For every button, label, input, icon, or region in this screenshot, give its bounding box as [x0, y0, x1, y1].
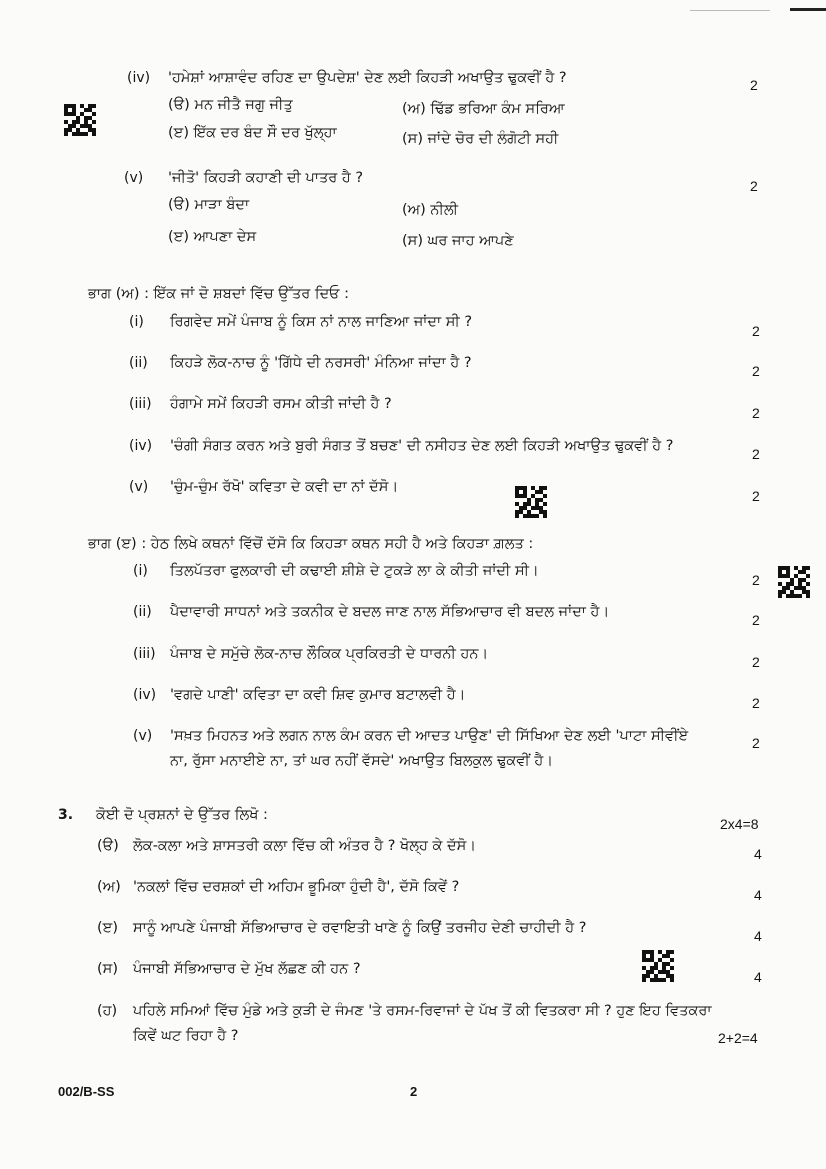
part-a-3-number: (iii)	[129, 396, 152, 412]
q2-iv-option-a: (ੳ) ਮਨ ਜੀਤੈ ਜਗੁ ਜੀਤੁ	[168, 97, 293, 113]
qr-code-left	[64, 104, 96, 136]
part-e-2-text: ਪੈਦਾਵਾਰੀ ਸਾਧਨਾਂ ਅਤੇ ਤਕਨੀਕ ਦੇ ਬਦਲ ਜਾਣ ਨਾਲ ਸੱਭਿਆਚਾਰ ਵੀ ਬਦਲ ਜਾਂਦਾ ਹੈ।	[170, 604, 610, 620]
q3-b-number: (ਅ)	[97, 879, 121, 895]
part-e-5-marks: 2	[752, 735, 760, 751]
part-e-5-text: 'ਸਖ਼ਤ ਮਿਹਨਤ ਅਤੇ ਲਗਨ ਨਾਲ ਕੰਮ ਕਰਨ ਦੀ ਆਦਤ ਪਾਉਣ' ਦੀ ਸਿੱਖਿਆ ਦੇਣ ਲਈ 'ਪਾਟਾ ਸੀਵੀਂਏ	[170, 728, 689, 744]
q3-b-marks: 4	[754, 887, 762, 903]
q3-b-text: 'ਨਕਲਾਂ ਵਿੱਚ ਦਰਸ਼ਕਾਂ ਦੀ ਅਹਿਮ ਭੂਮਿਕਾ ਹੁੰਦੀ ਹੈ', ਦੱਸੋ ਕਿਵੇਂ ?	[133, 879, 460, 895]
q3-c-number: (ੲ)	[97, 920, 118, 936]
part-a-3-marks: 2	[752, 405, 760, 421]
q2-iv-number: (iv)	[127, 70, 151, 86]
part-a-2-text: ਕਿਹੜੇ ਲੋਕ-ਨਾਚ ਨੂੰ 'ਗਿੱਧੇ ਦੀ ਨਰਸਰੀ' ਮੰਨਿਆ ਜਾਂਦਾ ਹੈ ?	[170, 355, 472, 371]
part-a-4-marks: 2	[752, 446, 760, 462]
scan-corner-mark	[790, 8, 826, 11]
part-e-4-marks: 2	[752, 695, 760, 711]
q2-iv-marks: 2	[750, 77, 758, 93]
q3-a-number: (ੳ)	[97, 838, 119, 854]
part-e-1-text: ਤਿਲਪੱਤਰਾ ਫੁਲਕਾਰੀ ਦੀ ਕਢਾਈ ਸ਼ੀਸ਼ੇ ਦੇ ਟੁਕੜੇ ਲਾ ਕੇ ਕੀਤੀ ਜਾਂਦੀ ਸੀ।	[170, 563, 539, 579]
part-e-heading: ਭਾਗ (ੲ) : ਹੇਠ ਲਿਖੇ ਕਥਨਾਂ ਵਿੱਚੋਂ ਦੱਸੋ ਕਿ ਕਿਹੜਾ ਕਥਨ ਸਹੀ ਹੈ ਅਤੇ ਕਿਹੜਾ ਗ਼ਲਤ :	[88, 536, 534, 552]
footer-paper-code: 002/B-SS	[58, 1084, 115, 1099]
q3-e-text: ਪਹਿਲੇ ਸਮਿਆਂ ਵਿੱਚ ਮੁੰਡੇ ਅਤੇ ਕੁੜੀ ਦੇ ਜੰਮਣ 'ਤੇ ਰਸਮ-ਰਿਵਾਜਾਂ ਦੇ ਪੱਖ ਤੋਂ ਕੀ ਵਿਤਕਰਾ ਸੀ ? ਹੁਣ ਇਹ ਵਿਤਕਰਾ	[133, 1003, 712, 1019]
q2-v-option-a: (ੳ) ਮਾੜਾ ਬੰਦਾ	[168, 197, 250, 213]
part-a-3-text: ਹੰਗਾਮੇ ਸਮੇਂ ਕਿਹੜੀ ਰਸਮ ਕੀਤੀ ਜਾਂਦੀ ਹੈ ?	[170, 396, 392, 412]
part-e-2-number: (ii)	[133, 604, 152, 620]
part-e-1-number: (i)	[133, 563, 148, 579]
qr-code-middle	[515, 486, 547, 518]
part-e-4-text: 'ਵਗਦੇ ਪਾਣੀ' ਕਵਿਤਾ ਦਾ ਕਵੀ ਸ਼ਿਵ ਕੁਮਾਰ ਬਟਾਲਵੀ ਹੈ।	[170, 687, 466, 703]
q3-total-marks: 2x4=8	[720, 816, 759, 832]
q2-v-question: 'ਜੀਤੋ' ਕਿਹੜੀ ਕਹਾਣੀ ਦੀ ਪਾਤਰ ਹੈ ?	[168, 170, 364, 186]
qr-code-bottom	[642, 950, 674, 982]
q2-v-option-b: (ਅ) ਨੀਲੀ	[402, 202, 458, 218]
q3-d-marks: 4	[754, 969, 762, 985]
q2-iv-option-c: (ੲ) ਇੱਕ ਦਰ ਬੰਦ ਸੌ ਦਰ ਖੁੱਲ੍ਹਾ	[168, 125, 337, 141]
q3-c-marks: 4	[754, 928, 762, 944]
q3-a-marks: 4	[754, 846, 762, 862]
part-a-5-number: (v)	[129, 479, 149, 495]
part-a-5-marks: 2	[752, 488, 760, 504]
part-a-4-number: (iv)	[129, 438, 153, 454]
q2-v-option-c: (ੲ) ਆਪਣਾ ਦੇਸ	[168, 229, 257, 245]
scan-top-line	[690, 10, 770, 11]
q3-e-marks: 2+2=4	[718, 1030, 758, 1046]
qr-code-right	[778, 566, 810, 598]
q3-e-text-line2: ਕਿਵੇਂ ਘਟ ਰਿਹਾ ਹੈ ?	[133, 1028, 239, 1044]
part-e-2-marks: 2	[752, 612, 760, 628]
part-e-5-text-line2: ਨਾ, ਰੁੱਸਾ ਮਨਾਈਏ ਨਾ, ਤਾਂ ਘਰ ਨਹੀਂ ਵੱਸਦੇ' ਅਖਾਉਤ ਬਿਲਕੁਲ ਢੁਕਵੀਂ ਹੈ।	[170, 753, 554, 769]
part-a-2-marks: 2	[752, 363, 760, 379]
part-e-4-number: (iv)	[133, 687, 157, 703]
q3-d-text: ਪੰਜਾਬੀ ਸੱਭਿਆਚਾਰ ਦੇ ਮੁੱਖ ਲੱਛਣ ਕੀ ਹਨ ?	[133, 961, 361, 977]
part-a-1-marks: 2	[752, 323, 760, 339]
q2-iv-question: 'ਹਮੇਸ਼ਾਂ ਆਸ਼ਾਵੰਦ ਰਹਿਣ ਦਾ ਉਪਦੇਸ਼' ਦੇਣ ਲਈ ਕਿਹੜੀ ਅਖਾਉਤ ਢੁਕਵੀਂ ਹੈ ?	[168, 70, 567, 86]
q3-a-text: ਲੋਕ-ਕਲਾ ਅਤੇ ਸ਼ਾਸਤਰੀ ਕਲਾ ਵਿੱਚ ਕੀ ਅੰਤਰ ਹੈ ? ਖੋਲ੍ਹ ਕੇ ਦੱਸੋ।	[133, 838, 477, 854]
part-e-3-marks: 2	[752, 654, 760, 670]
part-e-1-marks: 2	[752, 572, 760, 588]
q2-v-number: (v)	[124, 170, 144, 186]
part-a-1-number: (i)	[129, 314, 144, 330]
q2-v-option-d: (ਸ) ਘਰ ਜਾਹ ਆਪਣੇ	[402, 233, 514, 249]
part-a-4-text: 'ਚੰਗੀ ਸੰਗਤ ਕਰਨ ਅਤੇ ਬੁਰੀ ਸੰਗਤ ਤੋਂ ਬਚਣ' ਦੀ ਨਸੀਹਤ ਦੇਣ ਲਈ ਕਿਹੜੀ ਅਖਾਉਤ ਢੁਕਵੀਂ ਹੈ ?	[170, 438, 674, 454]
q3-number: 3.	[58, 807, 74, 823]
part-a-5-text: 'ਚੁੰਮ-ਚੁੰਮ ਰੱਖੋ' ਕਵਿਤਾ ਦੇ ਕਵੀ ਦਾ ਨਾਂ ਦੱਸੋ।	[170, 479, 399, 495]
part-a-2-number: (ii)	[129, 355, 148, 371]
footer-page-number: 2	[410, 1084, 418, 1099]
q2-iv-option-d: (ਸ) ਜਾਂਦੇ ਚੋਰ ਦੀ ਲੰਗੋਟੀ ਸਹੀ	[402, 131, 559, 147]
part-e-3-text: ਪੰਜਾਬ ਦੇ ਸਮੁੱਚੇ ਲੋਕ-ਨਾਚ ਲੌਕਿਕ ਪ੍ਰਕਿਰਤੀ ਦੇ ਧਾਰਨੀ ਹਨ।	[170, 646, 489, 662]
part-e-3-number: (iii)	[133, 646, 156, 662]
q3-d-number: (ਸ)	[97, 961, 118, 977]
part-a-1-text: ਰਿਗਵੇਦ ਸਮੇਂ ਪੰਜਾਬ ਨੂੰ ਕਿਸ ਨਾਂ ਨਾਲ ਜਾਣਿਆ ਜਾਂਦਾ ਸੀ ?	[170, 314, 473, 330]
q3-e-number: (ਹ)	[97, 1003, 118, 1019]
q3-c-text: ਸਾਨੂੰ ਆਪਣੇ ਪੰਜਾਬੀ ਸੱਭਿਆਚਾਰ ਦੇ ਰਵਾਇਤੀ ਖਾਣੇ ਨੂੰ ਕਿਉਂ ਤਰਜੀਹ ਦੇਣੀ ਚਾਹੀਦੀ ਹੈ ?	[133, 920, 587, 936]
part-e-5-number: (v)	[133, 728, 153, 744]
q2-iv-option-b: (ਅ) ਢਿੱਡ ਭਰਿਆ ਕੰਮ ਸਰਿਆ	[402, 101, 565, 117]
part-a-heading: ਭਾਗ (ਅ) : ਇੱਕ ਜਾਂ ਦੋ ਸ਼ਬਦਾਂ ਵਿੱਚ ਉੱਤਰ ਦਿਓ :	[88, 286, 350, 302]
q3-heading: ਕੋਈ ਦੋ ਪ੍ਰਸ਼ਨਾਂ ਦੇ ਉੱਤਰ ਲਿਖੋ :	[96, 807, 268, 823]
q2-v-marks: 2	[750, 178, 758, 194]
